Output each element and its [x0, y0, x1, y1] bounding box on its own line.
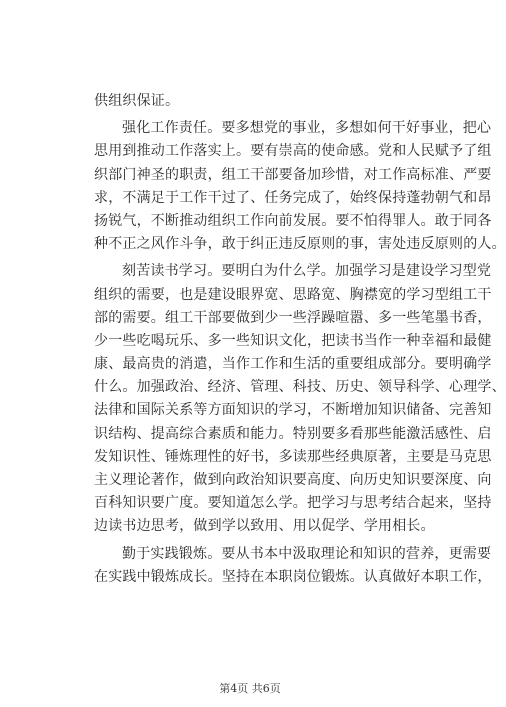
text-line: 种不正之风作斗争，敢于纠正违反原则的事，害处违反原则的人。 [94, 236, 506, 253]
text-line: 勤于实践锻炼。要从书本中汲取理论和知识的营养，更需要 [122, 545, 492, 562]
text-line: 求，不满足于工作干过了、任务完成了，始终保持蓬勃朝气和昂 [94, 189, 492, 206]
text-line: 识结构、提高综合素质和能力。特别要多看那些能激活感性、启 [94, 425, 492, 442]
text-line: 发知识性、锤炼理性的好书，多读那些经典原著，主要是马克思 [94, 448, 492, 465]
paragraph-work-responsibility [94, 117, 506, 256]
text-line: 思用到推动工作落实上。要有崇高的使命感。党和人民赋予了组 [94, 143, 492, 160]
paragraph-continuation [94, 90, 416, 113]
text-line: 主义理论著作，做到向政治知识要高度、向历史知识要深度、向 [94, 472, 492, 488]
paragraph-study [94, 260, 506, 538]
text-line: 部的需要。组工干部要做到少一些浮躁喧嚣、多一些笔墨书香， [94, 309, 492, 326]
paragraph-practice [94, 543, 492, 589]
text-line: 康、最高贵的消遣，当作工作和生活的重要组成部分。要明确学 [94, 356, 492, 373]
text-line: 少一些吃喝玩乐、多一些知识文化，把读书当作一种幸福和最健 [94, 332, 492, 349]
text-line: 刻苦读书学习。要明白为什么学。加强学习是建设学习型党 [122, 263, 492, 280]
text-line: 在实践中锻炼成长。坚持在本职岗位锻炼。认真做好本职工作， [94, 568, 492, 585]
text-line: 供组织保证。 [94, 93, 180, 109]
text-line: 组织的需要，也是建设眼界宽、思路宽、胸襟宽的学习型组工干 [94, 286, 492, 303]
text-line: 强化工作责任。要多想党的事业，多想如何干好事业，把心 [122, 120, 492, 137]
text-line: 百科知识要广度。要知道怎么学。把学习与思考结合起来，坚持 [94, 495, 492, 512]
text-line: 法律和国际关系等方面知识的学习，不断增加知识储备、完善知 [94, 402, 492, 419]
text-line: 什么。加强政治、经济、管理、科技、历史、领导科学、心理学、 [94, 379, 506, 396]
text-line: 边读书边思考，做到学以致用、用以促学、学用相长。 [94, 518, 435, 535]
body-text [94, 90, 506, 589]
text-line: 扬锐气，不断推动组织工作向前发展。要不怕得罪人。敢于同各 [94, 212, 492, 229]
text-line: 织部门神圣的职责，组工干部要备加珍惜，对工作高标准、严要 [94, 166, 492, 183]
page-number-footer: 第4页 共6页 [219, 682, 281, 695]
